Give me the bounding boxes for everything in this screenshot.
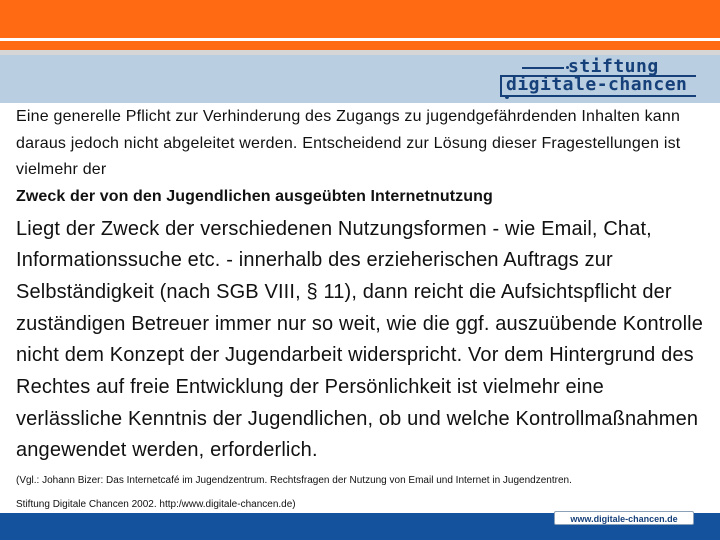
logo-bullet <box>505 95 509 99</box>
citation <box>16 469 712 517</box>
intro-paragraph-emphasis: Zweck der von den Jugendlichen ausgeübten Internetnutzung <box>16 187 493 205</box>
footer-url-badge: www.digitale-chancen.de <box>554 511 694 525</box>
main-paragraph: Liegt der Zweck der verschiedenen Nutzungsformen - wie Email, Chat, Informationssuche etc. - innerhalb des erzieherischen Auftrags zur Selbständigkeit (nach SGB VIII, § 11), dann reicht die Aufsichtspflicht der zuständigen Betreuer immer nur so weit, wie die ggf. auszuübende Kontrolle nicht dem Konzept der Jugendarbeit widerspricht. Vor dem Hintergrund des Rechtes auf freie Entwicklung der Persönlichkeit ist vielmehr eine verlässliche Kenntnis der Jugendlichen, ob und welche Kontrollmaßnahmen angewendet werden, erforderlich. <box>16 217 704 462</box>
logo-rule <box>522 67 564 69</box>
stiftung-digitale-chancen-logo <box>500 58 700 102</box>
intro-paragraph: Eine generelle Pflicht zur Verhinderung des Zugangs zu jugendgefährdenden Inhalten kann daraus jedoch nicht abgeleitet werden. Entscheidend zur Lösung dieser Fragestellungen ist vielmehr der <box>16 108 681 178</box>
top-orange-bar <box>0 0 720 38</box>
logo-word-digitale-chancen: digitale-chancen <box>506 74 688 95</box>
citation-line-1: (Vgl.: Johann Bizer: Das Internetcafé im Jugendzentrum. Rechtsfragen der Nutzung von Email und Internet in Jugendzentren. <box>16 475 572 487</box>
citation-line-2: Stiftung Digitale Chancen 2002. http:/www.digitale-chancen.de) <box>16 499 296 511</box>
logo-word-stiftung: stiftung <box>568 56 659 77</box>
slide-content <box>16 104 712 517</box>
header-stripe-orange <box>0 41 720 50</box>
